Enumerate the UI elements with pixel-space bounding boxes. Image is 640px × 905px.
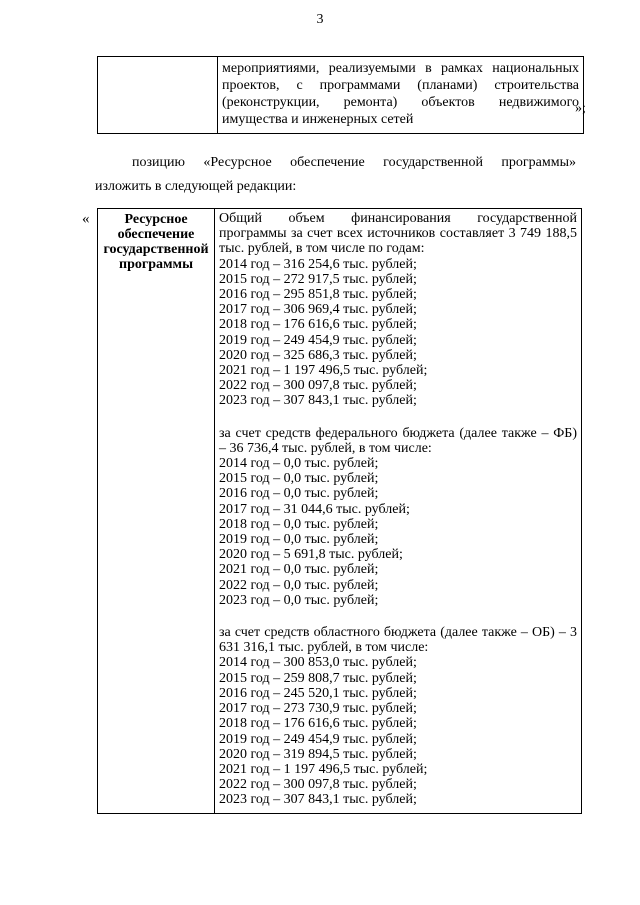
year-line: 2022 год – 300 097,8 тыс. рублей; <box>219 378 417 394</box>
year-line: 2016 год – 245 520,1 тыс. рублей; <box>219 685 417 701</box>
fb-years-list <box>219 456 577 608</box>
year-line: 2020 год – 319 894,5 тыс. рублей; <box>219 746 417 762</box>
resource-label: Ресурсное обеспечение государственной программы <box>103 212 209 272</box>
intro-line-1: позицию «Ресурсное обеспечение государственной программы» <box>132 155 576 170</box>
year-line: 2014 год – 0,0 тыс. рублей; <box>219 456 379 472</box>
year-line: 2021 год – 1 197 496,5 тыс. рублей; <box>219 363 428 379</box>
year-line: 2022 год – 0,0 тыс. рублей; <box>219 577 379 593</box>
year-line: 2015 год – 259 808,7 тыс. рублей; <box>219 670 417 686</box>
resource-label-cell <box>98 209 215 814</box>
year-line: 2014 год – 300 853,0 тыс. рублей; <box>219 655 417 671</box>
year-line: 2020 год – 325 686,3 тыс. рублей; <box>219 347 417 363</box>
previous-table-empty-cell <box>98 57 218 134</box>
ob-intro: за счет средств областного бюджета (далее также – ОБ) – 3 631 316,1 тыс. рублей, в том числе: <box>219 625 577 656</box>
page-number: 3 <box>316 12 324 27</box>
year-line: 2019 год – 249 454,9 тыс. рублей; <box>219 332 417 348</box>
opening-quote: « <box>82 211 90 227</box>
total-intro: Общий объем финансирования государственной программы за счет всех источников составляет 3 749 188,5 тыс. рублей, в том числе по годам: <box>219 211 577 257</box>
intro-line-2: изложить в следующей редакции: <box>95 179 297 194</box>
year-line: 2015 год – 272 917,5 тыс. рублей; <box>219 271 417 287</box>
year-line: 2023 год – 0,0 тыс. рублей; <box>219 592 379 608</box>
closing-quote: »; <box>575 101 586 116</box>
year-line: 2016 год – 295 851,8 тыс. рублей; <box>219 287 417 303</box>
year-line: 2014 год – 316 254,6 тыс. рублей; <box>219 256 417 272</box>
year-line: 2020 год – 5 691,8 тыс. рублей; <box>219 547 403 563</box>
year-line: 2017 год – 31 044,6 тыс. рублей; <box>219 501 410 517</box>
year-line: 2021 год – 1 197 496,5 тыс. рублей; <box>219 761 428 777</box>
year-line: 2015 год – 0,0 тыс. рублей; <box>219 471 379 487</box>
year-line: 2023 год – 307 843,1 тыс. рублей; <box>219 393 417 409</box>
year-line: 2017 год – 273 730,9 тыс. рублей; <box>219 701 417 717</box>
year-line: 2018 год – 0,0 тыс. рублей; <box>219 516 379 532</box>
year-line: 2017 год – 306 969,4 тыс. рублей; <box>219 302 417 318</box>
year-line: 2019 год – 0,0 тыс. рублей; <box>219 532 379 548</box>
fb-intro: за счет средств федерального бюджета (далее также – ФБ) – 36 736,4 тыс. рублей, в том числе: <box>219 425 577 456</box>
year-line: 2021 год – 0,0 тыс. рублей; <box>219 562 379 578</box>
year-line: 2022 год – 300 097,8 тыс. рублей; <box>219 777 417 793</box>
year-line: 2016 год – 0,0 тыс. рублей; <box>219 486 379 502</box>
year-line: 2023 год – 307 843,1 тыс. рублей; <box>219 792 417 808</box>
previous-table-fragment <box>97 56 584 134</box>
year-line: 2019 год – 249 454,9 тыс. рублей; <box>219 731 417 747</box>
previous-table-text: мероприятиями, реализуемыми в рамках национальных проектов, с программами (планами) строительства (реконструкции, ремонта) объектов недвижимого имущества и инженерных сетей <box>222 61 579 127</box>
previous-table-text-cell <box>218 57 584 134</box>
resource-table <box>97 208 582 814</box>
ob-years-list <box>219 655 577 807</box>
total-years-list <box>219 257 577 409</box>
resource-content-cell <box>215 209 582 814</box>
year-line: 2018 год – 176 616,6 тыс. рублей; <box>219 317 417 333</box>
year-line: 2018 год – 176 616,6 тыс. рублей; <box>219 716 417 732</box>
